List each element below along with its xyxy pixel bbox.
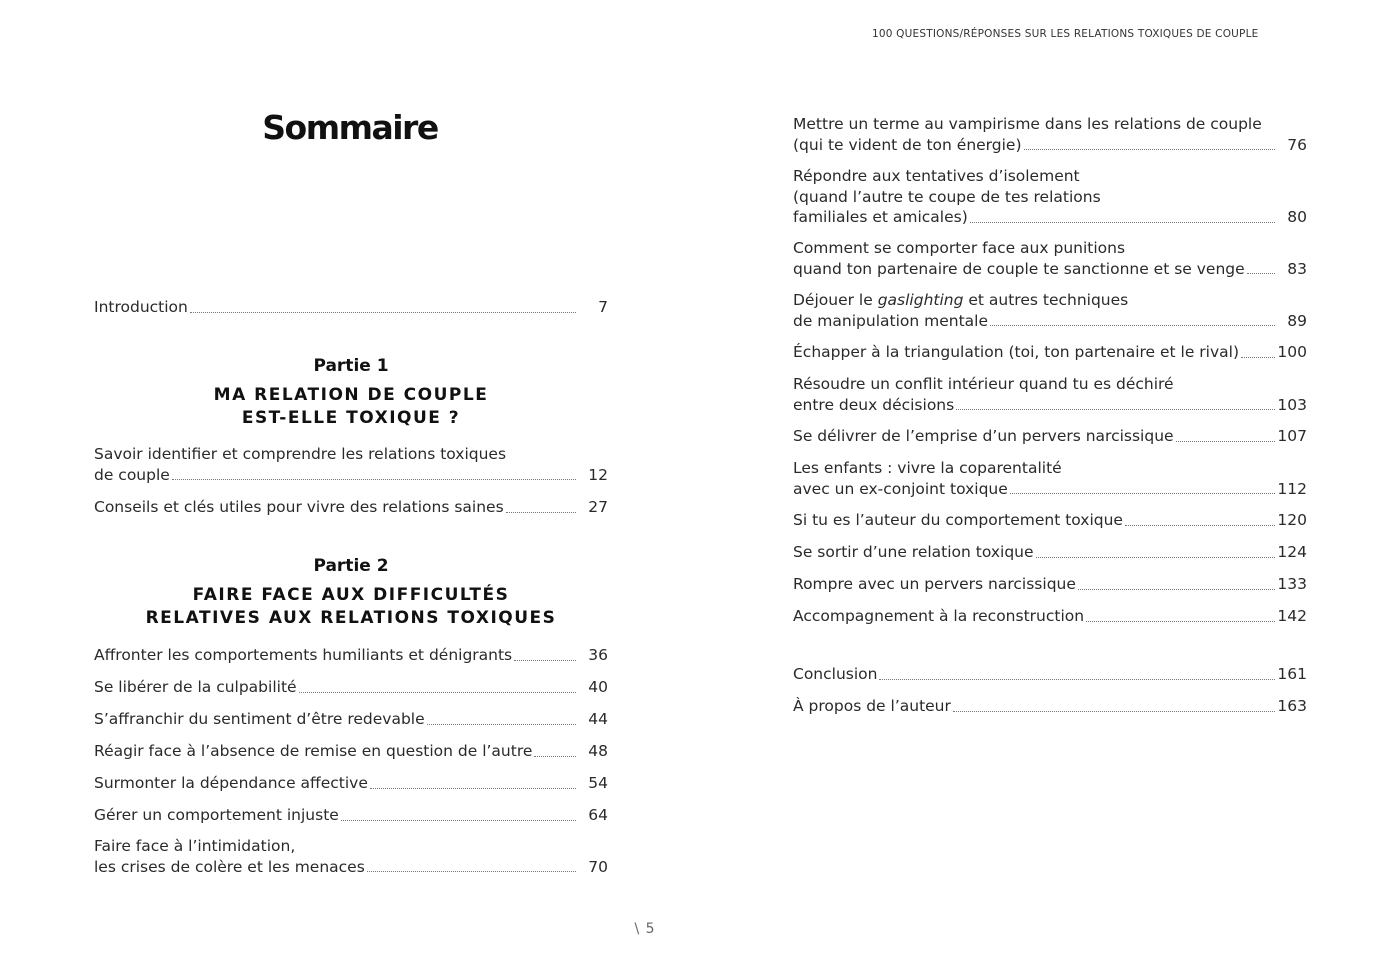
toc-entry[interactable] [793,606,1307,627]
part-title-line: RELATIVES AUX RELATIONS TOXIQUES [145,608,557,628]
leader-dots [1010,493,1275,494]
leader-dots [427,724,576,725]
part-title-line: EST-ELLE TOXIQUE ? [241,408,461,428]
part-1-title [94,384,608,430]
leader-dots [299,692,576,693]
entry-text: Se délivrer de l’emprise d’un pervers narcissique [793,427,1174,445]
toc-entry[interactable] [94,836,608,877]
toc-entry[interactable] [94,497,608,518]
toc-entry[interactable] [94,677,608,698]
toc-entry[interactable] [793,238,1307,279]
page-number: 100 [1277,343,1307,361]
entry-text: de couple [94,465,170,484]
leader-dots [956,409,1275,410]
page-number: 36 [588,646,608,664]
entry-text-part: Déjouer le [793,291,878,309]
entry-text: les crises de colère et les menaces [94,857,365,876]
entry-text: Faire face à l’intimidation, [94,837,296,855]
toc-entry[interactable] [94,709,608,730]
toc-entry[interactable] [94,444,608,485]
page-number: 161 [1277,665,1307,683]
leader-dots [1078,589,1275,590]
leader-dots [879,679,1275,680]
part-1-label: Partie 1 [313,356,389,376]
page-number: 44 [588,710,608,728]
part-title-line: FAIRE FACE AUX DIFFICULTÉS [192,585,510,605]
page-number: 83 [1287,259,1307,278]
entry-text [793,290,1307,311]
toc-entry[interactable] [94,741,608,762]
leader-dots [1086,621,1275,622]
toc-entry[interactable] [793,574,1307,595]
toc-entry[interactable] [94,645,608,666]
toc-entry[interactable] [793,290,1307,331]
toc-entry-introduction[interactable] [94,297,608,318]
toc-entry[interactable] [793,374,1307,415]
entry-text: Répondre aux tentatives d’isolement [793,167,1080,185]
entry-text: Rompre avec un pervers narcissique [793,575,1076,593]
page-number: 107 [1277,427,1307,445]
toc-entry[interactable] [793,458,1307,499]
entry-text: (quand l’autre te coupe de tes relations [793,187,1101,206]
entry-text: avec un ex-conjoint toxique [793,479,1008,498]
leader-dots [990,325,1275,326]
page-number: 7 [598,298,608,316]
page-folio: \ 5 [634,921,656,937]
leader-dots [1241,357,1275,358]
page-number: 89 [1287,311,1307,330]
entry-text: (qui te vident de ton énergie) [793,135,1022,154]
entry-text: Affronter les comportements humiliants et dénigrants [94,646,513,664]
page-number: 70 [588,857,608,876]
leader-dots [341,820,576,821]
entry-text: Savoir identifier et comprendre les relations toxiques [94,445,507,463]
entry-text: Conclusion [793,665,878,683]
leader-dots [1125,525,1275,526]
leader-dots [506,512,576,513]
page-number: 54 [588,774,608,792]
entry-text: familiales et amicales) [793,208,968,226]
entry-text: Comment se comporter face aux punitions [793,239,1126,257]
entry-text-part: et autres techniques [963,291,1129,309]
part-title-line: MA RELATION DE COUPLE [213,385,489,405]
page-number: 133 [1277,575,1307,593]
entry-text: À propos de l’auteur [793,697,951,715]
leader-dots [367,871,576,872]
entry-text-italic: gaslighting [877,291,964,309]
entry-text: Réagir face à l’absence de remise en question de l’autre [94,742,533,760]
page-number: 12 [588,465,608,484]
leader-dots [953,711,1275,712]
toc-entry-conclusion[interactable] [793,664,1307,685]
entry-text: Échapper à la triangulation (toi, ton partenaire et le rival) [793,343,1240,361]
toc-entry[interactable] [793,510,1307,531]
toc-entry[interactable] [793,114,1307,155]
leader-dots [370,788,576,789]
page-number: 64 [588,806,608,824]
page-number: 40 [588,678,608,696]
toc-entry[interactable] [793,166,1307,228]
toc-entry[interactable] [94,773,608,794]
entry-text: entre deux décisions [793,395,955,414]
page-number: 48 [588,742,608,760]
page-number: 142 [1277,607,1307,625]
leader-dots [1176,441,1275,442]
page-number: 103 [1277,395,1307,414]
entry-text: Gérer un comportement injuste [94,806,339,824]
leader-dots [514,660,576,661]
entry-text: quand ton partenaire de couple te sanctionne et se venge [793,259,1245,278]
entry-text: Conseils et clés utiles pour vivre des relations saines [94,498,504,516]
leader-dots [172,479,576,480]
leader-dots [1036,557,1275,558]
entry-text: Introduction [94,298,188,316]
leader-dots [1247,273,1275,274]
entry-text: Surmonter la dépendance affective [94,774,368,792]
toc-entry[interactable] [94,805,608,826]
page-number: 80 [1287,208,1307,226]
toc-entry-about[interactable] [793,696,1307,717]
entry-text: Résoudre un conflit intérieur quand tu es déchiré [793,375,1174,393]
entry-text: Se libérer de la culpabilité [94,678,297,696]
entry-text: de manipulation mentale [793,311,988,330]
entry-text: Accompagnement à la reconstruction [793,607,1085,625]
leader-dots [970,222,1275,223]
entry-text: Mettre un terme au vampirisme dans les relations de couple [793,115,1262,133]
page-number: 27 [588,498,608,516]
page-number: 124 [1277,543,1307,561]
toc-entry[interactable] [793,426,1307,447]
page-number: 112 [1277,479,1307,498]
part-2-label: Partie 2 [313,556,389,576]
entry-text: S’affranchir du sentiment d’être redevable [94,710,425,728]
leader-dots [190,312,576,313]
toc-entry[interactable] [793,542,1307,563]
part-2-title [94,584,608,630]
entry-text: Si tu es l’auteur du comportement toxique [793,511,1123,529]
toc-entry[interactable] [793,342,1307,363]
page-number: 120 [1277,511,1307,529]
entry-text: Se sortir d’une relation toxique [793,543,1034,561]
leader-dots [534,756,576,757]
page-number: 76 [1287,135,1307,154]
page-number: 163 [1277,697,1307,715]
page-title: Sommaire [262,108,438,147]
leader-dots [1024,149,1275,150]
running-header: 100 QUESTIONS/RÉPONSES SUR LES RELATIONS TOXIQUES DE COUPLE [872,28,1259,40]
entry-text: Les enfants : vivre la coparentalité [793,459,1062,477]
